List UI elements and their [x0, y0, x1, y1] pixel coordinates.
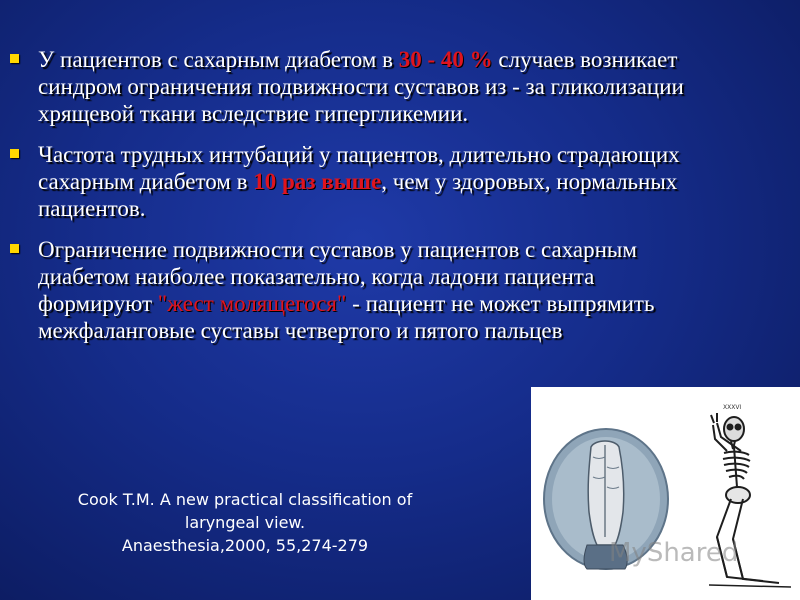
bullet-1-text: У пациентов с сахарным диабетом в — [38, 47, 399, 72]
watermark-logo: MyShared — [609, 538, 739, 568]
citation — [55, 488, 435, 557]
citation-line-1: Cook T.M. A new practical classification of — [77, 490, 413, 509]
bullet-1-highlight: 30 - 40 % — [398, 47, 493, 72]
bullet-3-highlight: "жест молящегося" — [157, 291, 347, 316]
bullet-1-text-end: случаев возникает синдром ограничения подвижности суставов из - за гликолизации хрящевой ткани вследствие гипергликемии. — [38, 47, 684, 126]
square-bullet-icon — [10, 54, 19, 63]
illustration-svg — [531, 387, 800, 600]
square-bullet-icon — [10, 149, 19, 158]
bullet-2-text: Частота трудных интубаций у пациентов, длительно страдающих сахарным диабетом в — [38, 142, 680, 194]
bullet-2-text-end: , чем у здоровых, нормальных пациентов. — [38, 169, 678, 221]
bullet-3-text-end: - пациент не может выпрямить межфаланговые суставы четвертого и пятого пальцев — [38, 291, 655, 343]
bullet-3-text: Ограничение подвижности суставов у пациентов с сахарным диабетом наиболее показательно, когда ладони пациента формируют — [38, 237, 637, 316]
bullet-2-highlight: 10 раз выше — [253, 169, 382, 194]
illustration-caption: XXXVI — [723, 404, 742, 411]
bullet-item-2 — [10, 141, 710, 222]
citation-line-3: Anaesthesia,2000, 55,274-279 — [121, 536, 369, 555]
illustration-panel — [531, 387, 800, 600]
bullet-item-3 — [10, 236, 710, 344]
square-bullet-icon — [10, 244, 19, 253]
bullet-list — [10, 46, 710, 358]
bullet-item-1 — [10, 46, 710, 127]
citation-line-2: laryngeal view. — [184, 513, 306, 532]
